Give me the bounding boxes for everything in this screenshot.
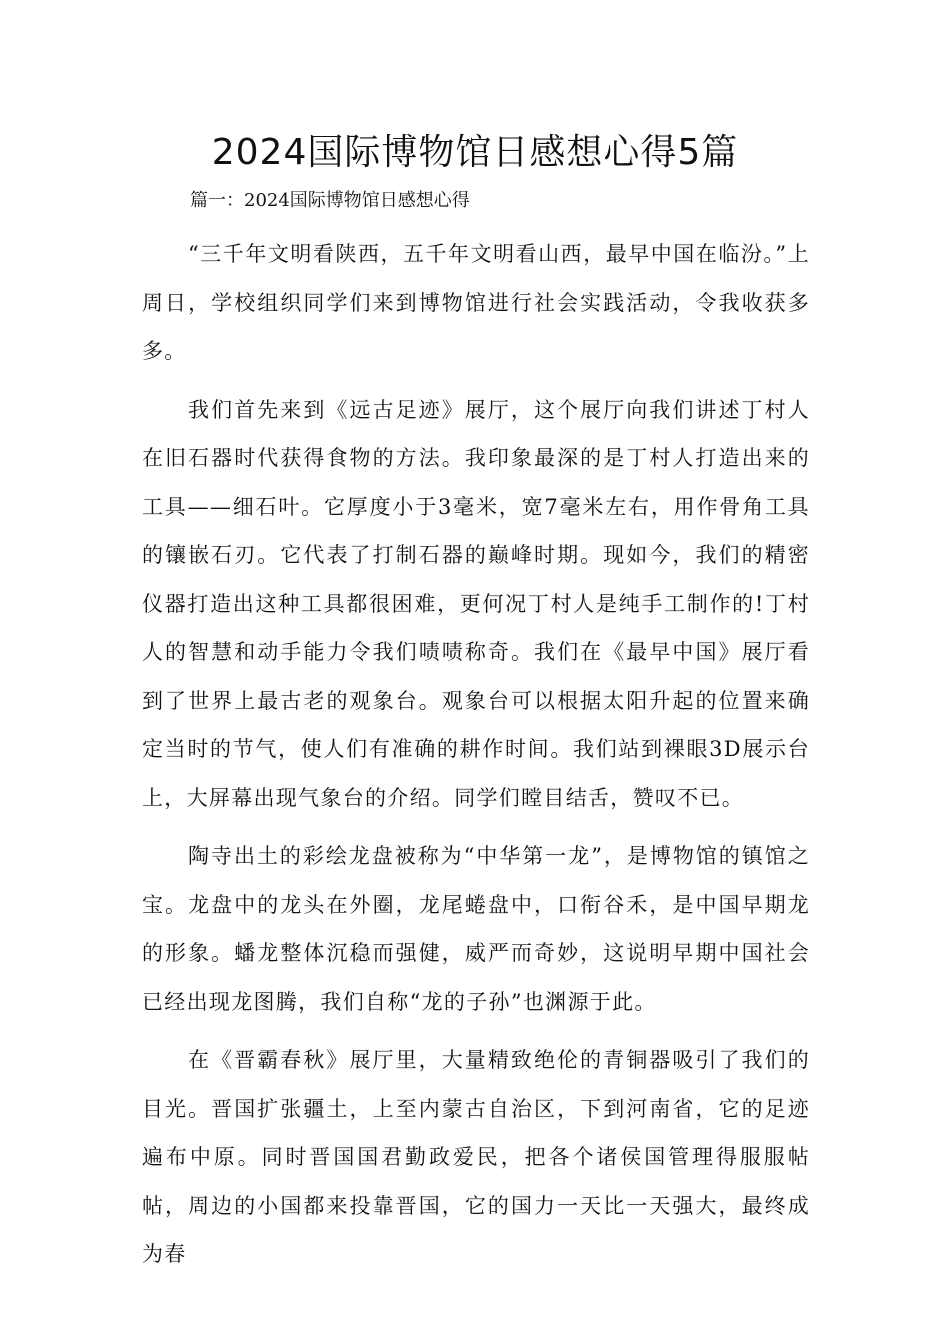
paragraph: 在《晋霸春秋》展厅里，大量精致绝伦的青铜器吸引了我们的目光。晋国扩张疆土，上至内蒙古自治区，下到河南省，它的足迹遍布中原。同时晋国国君勤政爱民，把各个诸侯国管理得服服帖帖，周边的小国都来投靠晋国，它的国力一天比一天强大，最终成为春 [142, 1048, 810, 1266]
document-title: 2024国际博物馆日感想心得5篇 [211, 132, 739, 173]
section-heading: 篇一：2024国际博物馆日感想心得 [190, 190, 470, 211]
paragraph: 我们首先来到《远古足迹》展厅，这个展厅向我们讲述丁村人在旧石器时代获得食物的方法。我印象最深的是丁村人打造出来的工具——细石叶。它厚度小于3毫米，宽7毫米左右，用作骨角工具的镶嵌石刃。它代表了打制石器的巅峰时期。现如今，我们的精密仪器打造出这种工具都很困难，更何况丁村人是纯手工制作的!丁村人的智慧和动手能力令我们啧啧称奇。我们在《最早中国》展厅看到了世界上最古老的观象台。观象台可以根据太阳升起的位置来确定当时的节气，使人们有准确的耕作时间。我们站到裸眼3D展示台上，大屏幕出现气象台的介绍。同学们瞠目结舌，赞叹不已。 [142, 397, 810, 810]
document-body [142, 230, 810, 1289]
paragraph: “三千年文明看陕西，五千年文明看山西，最早中国在临汾。”上周日，学校组织同学们来到博物馆进行社会实践活动，令我收获多多。 [142, 242, 810, 363]
paragraph: 陶寺出土的彩绘龙盘被称为“中华第一龙”，是博物馆的镇馆之宝。龙盘中的龙头在外圈，龙尾蜷盘中，口衔谷禾，是中国早期龙的形象。蟠龙整体沉稳而强健，威严而奇妙，这说明早期中国社会已经出现龙图腾，我们自称“龙的子孙”也渊源于此。 [142, 844, 810, 1014]
